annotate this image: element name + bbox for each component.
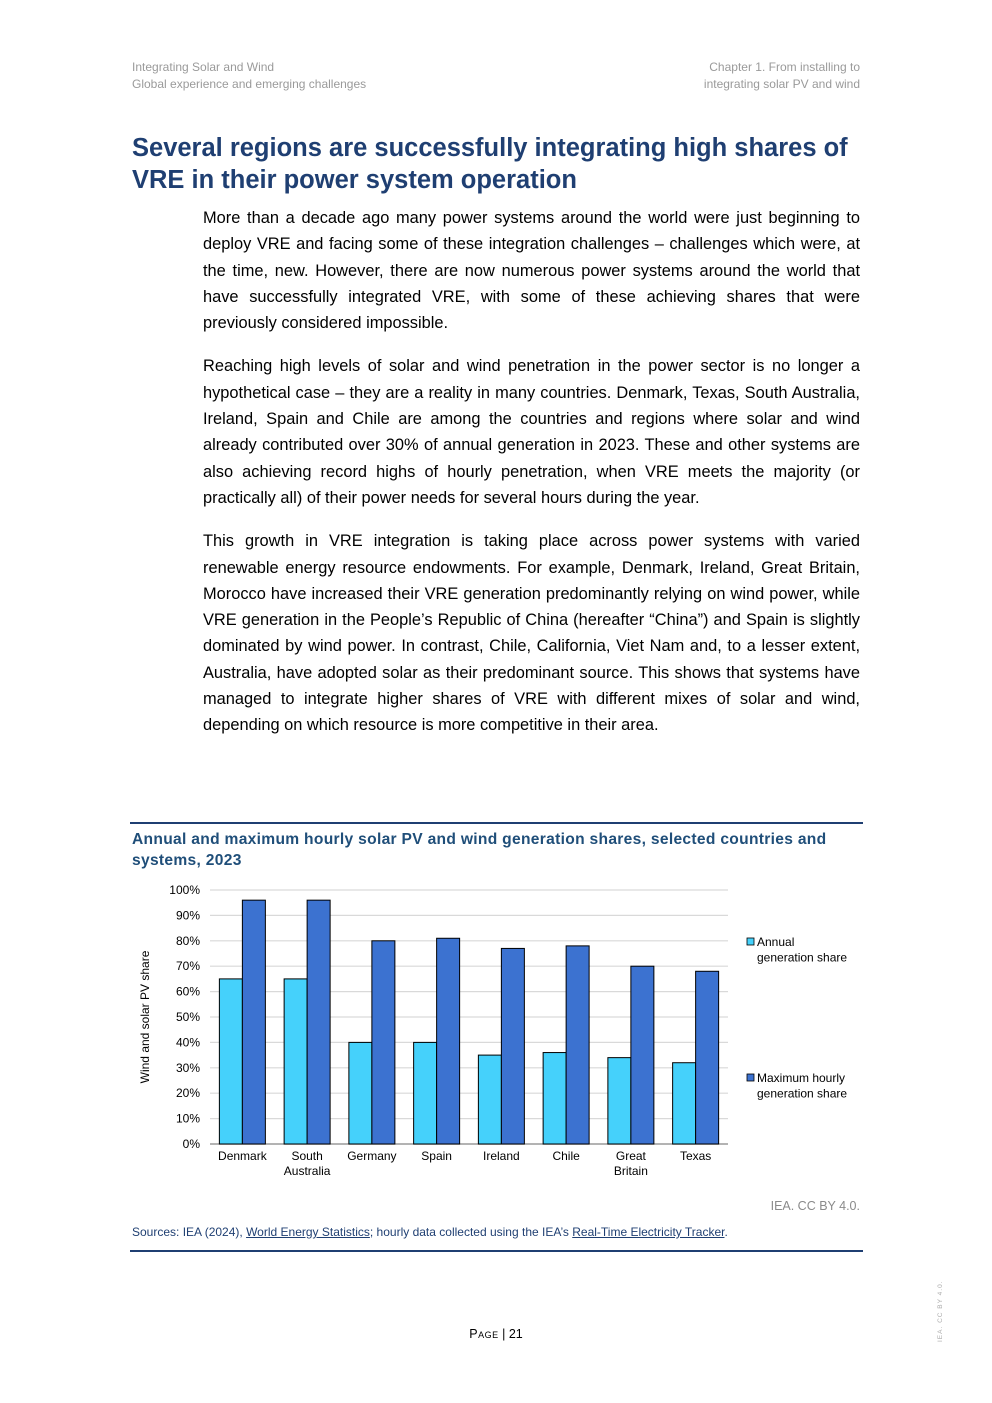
world-energy-statistics-link[interactable]: World Energy Statistics — [246, 1225, 370, 1239]
y-tick-label: 60% — [175, 984, 200, 999]
legend-swatch — [747, 938, 754, 945]
bar-annual — [284, 979, 307, 1144]
paragraph-2: Reaching high levels of solar and wind penetration in the power sector is no longer a hypothetical case – they are a reality in many countries. Denmark, Texas, South Australia, Ireland, Spain and Chile are among the countries and regions where solar and wind already contributed over 30% of annual generation in 2023. These and other systems are also achieving record highs of hourly penetration, when VRE meets the majority (or practically all) of their power needs for several hours during the year. — [203, 357, 860, 507]
legend-swatch — [747, 1074, 754, 1081]
bar-max-hourly — [242, 900, 265, 1144]
x-tick-label: South — [291, 1149, 323, 1163]
bar-max-hourly — [372, 941, 395, 1144]
paragraph-1: More than a decade ago many power systems around the world were just beginning to deploy VRE and facing some of these integration challenges – challenges which were, at the time, new. However, there are now numerous power systems around the world that have successfully integrated VRE, with some of these achieving shares that were previously considered impossible. — [203, 209, 860, 333]
y-tick-label: 70% — [175, 959, 200, 974]
figure-bottom-rule — [130, 1250, 863, 1252]
x-tick-label: Germany — [347, 1149, 397, 1163]
bar-max-hourly — [307, 900, 330, 1144]
bar-max-hourly — [437, 938, 460, 1144]
sources-prefix: Sources: IEA (2024), — [132, 1225, 247, 1239]
legend-label: Maximum hourly — [757, 1071, 846, 1085]
body-text — [203, 205, 860, 756]
y-tick-label: 40% — [175, 1035, 200, 1050]
x-tick-label: Chile — [552, 1149, 580, 1163]
y-tick-label: 80% — [175, 933, 200, 948]
bar-annual — [414, 1042, 437, 1144]
electricity-tracker-link[interactable]: Real-Time Electricity Tracker — [572, 1225, 725, 1239]
y-axis-label: Wind and solar PV share — [138, 950, 152, 1084]
figure-credit: IEA. CC BY 4.0. — [770, 1199, 860, 1213]
page-number — [0, 1327, 992, 1341]
paragraph-3: This growth in VRE integration is taking place across power systems with varied renewable energy resource endowments. For example, Denmark, Ireland, Great Britain, Morocco have increased their VRE generation predominantly relying on wind power, while VRE generation in the People’s Republic of China (hereafter “China”) and Spain is slightly dominated by wind power. In contrast, Chile, California, Viet Nam and, to a lesser extent, Australia, have adopted solar as their predominant source. This shows that systems have managed to integrate higher shares of VRE with different mixes of solar and wind, depending on which resource is more competitive in their area. — [203, 532, 860, 735]
x-tick-label: Spain — [421, 1149, 452, 1163]
bar-chart — [132, 876, 862, 1188]
bar-annual — [219, 979, 242, 1144]
bar-annual — [543, 1053, 566, 1144]
y-tick-label: 30% — [175, 1060, 200, 1075]
running-header-left — [132, 59, 366, 93]
figure-title: Annual and maximum hourly solar PV and wind generation shares, selected countries and systems, 2023 — [132, 831, 827, 869]
y-tick-label: 100% — [169, 883, 200, 897]
y-tick-label: 20% — [175, 1086, 200, 1101]
side-license: IEA. CC BY 4.0. — [937, 1280, 944, 1342]
bar-annual — [478, 1055, 501, 1144]
bar-max-hourly — [696, 971, 719, 1144]
x-tick-label: Denmark — [218, 1149, 267, 1163]
figure-top-rule — [130, 822, 863, 824]
header-title: Integrating Solar and Wind — [132, 60, 275, 74]
figure-sources — [132, 1225, 728, 1239]
y-tick-label: 0% — [182, 1137, 200, 1151]
running-header-right — [704, 59, 860, 93]
y-tick-label: 50% — [175, 1010, 200, 1024]
bar-max-hourly — [566, 946, 589, 1144]
header-chapter: Chapter 1. From installing to — [709, 60, 860, 74]
x-tick-label: Britain — [613, 1164, 648, 1178]
x-tick-label: Australia — [283, 1164, 331, 1178]
legend-label: generation share — [757, 1086, 848, 1101]
page-label: Page — [469, 1327, 499, 1341]
x-tick-label: Great — [615, 1149, 646, 1163]
bar-annual — [349, 1042, 372, 1144]
x-tick-label: Ireland — [483, 1149, 520, 1163]
y-tick-label: 10% — [175, 1111, 200, 1126]
legend-label: Annual — [757, 935, 795, 949]
page-number-value: 21 — [508, 1327, 523, 1341]
header-subtitle: Global experience and emerging challenges — [132, 77, 367, 91]
y-tick-label: 90% — [175, 908, 200, 923]
bar-annual — [673, 1063, 696, 1144]
sources-suffix: . — [724, 1225, 728, 1239]
sources-middle: ; hourly data collected using the IEA’s — [369, 1225, 573, 1239]
header-chapter-cont: integrating solar PV and wind — [703, 77, 860, 91]
bar-max-hourly — [631, 966, 654, 1144]
page-separator: | — [498, 1327, 509, 1341]
section-title: Several regions are successfully integrating high shares of VRE in their power system operation — [132, 134, 848, 194]
x-tick-label: Texas — [679, 1149, 712, 1163]
bar-max-hourly — [501, 948, 524, 1144]
legend-label: generation share — [757, 950, 848, 965]
bar-annual — [608, 1058, 631, 1144]
